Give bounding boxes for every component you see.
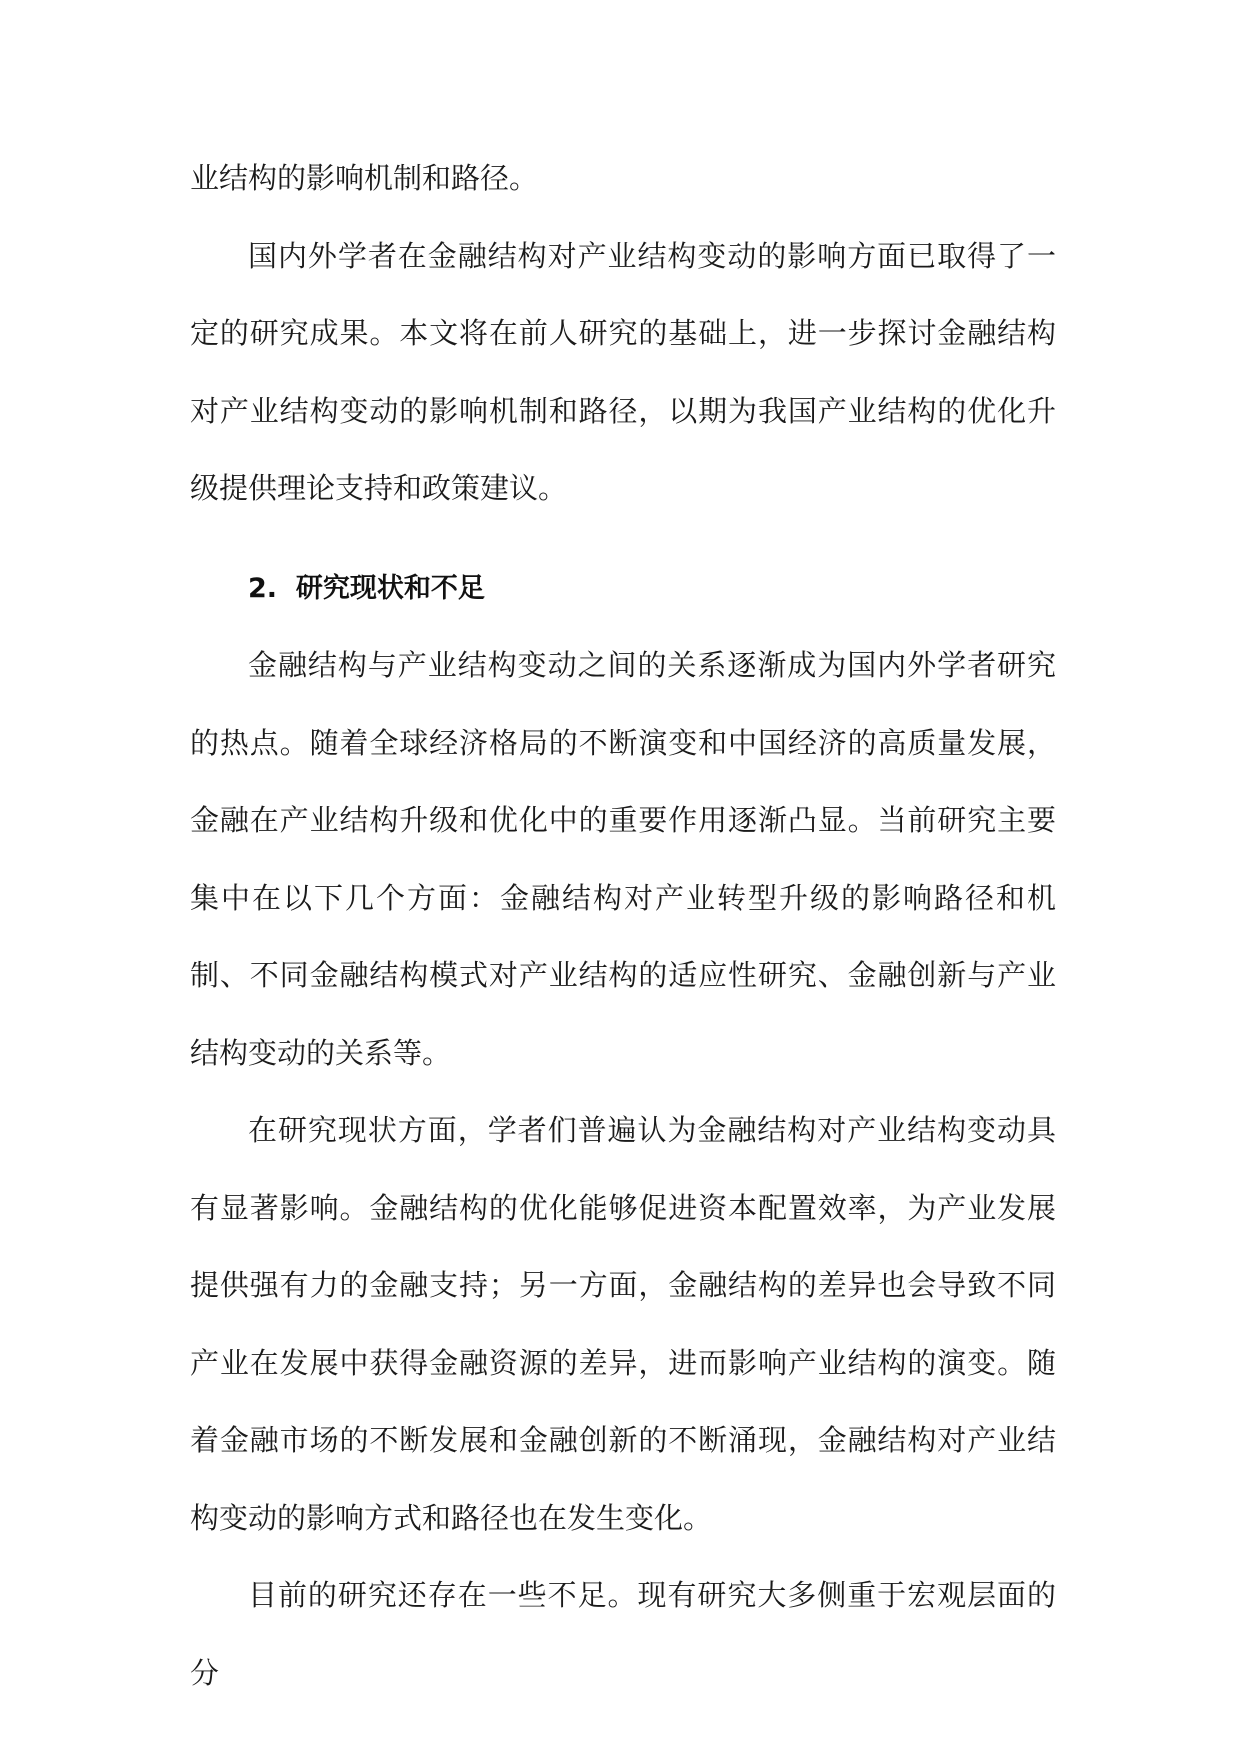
paragraph-research-shortcomings: 目前的研究还存在一些不足。现有研究大多侧重于宏观层面的分 bbox=[190, 1578, 1056, 1690]
section-heading bbox=[190, 550, 1056, 628]
paragraph-continuation: 业结构的影响机制和路径。 bbox=[190, 161, 539, 195]
paragraph-research-overview: 国内外学者在金融结构对产业结构变动的影响方面已取得了一定的研究成果。本文将在前人研究的基础上，进一步探讨金融结构对产业结构变动的影响机制和路径，以期为我国产业结构的优化升级提供理论支持和政策建议。 bbox=[190, 238, 1056, 505]
section-title: 研究现状和不足 bbox=[295, 572, 485, 604]
document-body bbox=[190, 140, 1056, 1712]
paragraph-research-hotspots: 金融结构与产业结构变动之间的关系逐渐成为国内外学者研究的热点。随着全球经济格局的不断演变和中国经济的高质量发展，金融在产业结构升级和优化中的重要作用逐渐凸显。当前研究主要集中在以下几个方面：金融结构对产业转型升级的影响路径和机制、不同金融结构模式对产业结构的适应性研究、金融创新与产业结构变动的关系等。 bbox=[190, 648, 1056, 1070]
section-number: 2. bbox=[248, 572, 278, 604]
paragraph-research-status: 在研究现状方面，学者们普遍认为金融结构对产业结构变动具有显著影响。金融结构的优化能够促进资本配置效率，为产业发展提供强有力的金融支持；另一方面，金融结构的差异也会导致不同产业在发展中获得金融资源的差异，进而影响产业结构的演变。随着金融市场的不断发展和金融创新的不断涌现，金融结构对产业结构变动的影响方式和路径也在发生变化。 bbox=[190, 1113, 1056, 1535]
section-heading-block bbox=[190, 550, 1056, 628]
